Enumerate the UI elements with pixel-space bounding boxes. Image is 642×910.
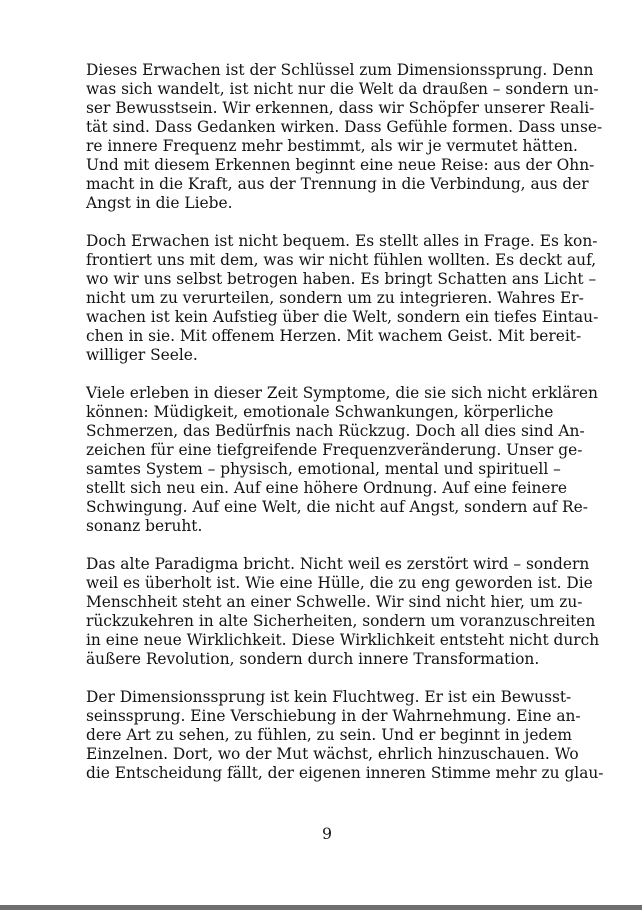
text-line: frontiert uns mit dem, was wir nicht fühlen wollten. Es deckt auf, <box>86 251 597 269</box>
paragraph <box>86 688 604 783</box>
paragraph <box>86 384 598 536</box>
text-line: macht in die Kraft, aus der Trennung in die Verbindung, aus der <box>86 175 589 193</box>
window-edge-bar <box>0 905 642 910</box>
paragraph <box>86 61 603 213</box>
text-line: chen in sie. Mit offenem Herzen. Mit wachem Geist. Mit bereit- <box>86 327 582 345</box>
text-line: re innere Frequenz mehr bestimmt, als wir je vermutet hätten. <box>86 137 578 155</box>
text-line: wo wir uns selbst betrogen haben. Es bringt Schatten ans Licht – <box>86 270 597 288</box>
page-number: 9 <box>321 824 333 843</box>
text-line: Doch Erwachen ist nicht bequem. Es stellt alles in Frage. Es kon- <box>86 232 598 250</box>
text-line: rückzukehren in alte Sicherheiten, sondern um voranzuschreiten <box>86 612 596 630</box>
text-line: Viele erleben in dieser Zeit Symptome, die sie sich nicht erklären <box>86 384 598 402</box>
text-line: samtes System – physisch, emotional, mental und spirituell – <box>86 460 561 478</box>
text-line: äußere Revolution, sondern durch innere Transformation. <box>86 650 540 668</box>
paragraph <box>86 232 599 365</box>
text-line: Das alte Paradigma bricht. Nicht weil es zerstört wird – sondern <box>86 555 590 573</box>
text-line: was sich wandelt, ist nicht nur die Welt da draußen – sondern un- <box>86 80 599 98</box>
text-line: stellt sich neu ein. Auf eine höhere Ordnung. Auf eine feinere <box>86 479 567 497</box>
text-line: in eine neue Wirklichkeit. Diese Wirklichkeit entsteht nicht durch <box>86 631 600 649</box>
text-line: Angst in die Liebe. <box>86 194 233 212</box>
text-line: weil es überholt ist. Wie eine Hülle, die zu eng geworden ist. Die <box>86 574 593 592</box>
text-line: Schmerzen, das Bedürfnis nach Rückzug. Doch all dies sind An- <box>86 422 585 440</box>
text-line: ser Bewusstsein. Wir erkennen, dass wir Schöpfer unserer Reali- <box>86 99 595 117</box>
text-line: tät sind. Dass Gedanken wirken. Dass Gefühle formen. Dass unse- <box>86 118 603 136</box>
text-line: dere Art zu sehen, zu fühlen, zu sein. Und er beginnt in jedem <box>86 726 572 744</box>
text-line: Schwingung. Auf eine Welt, die nicht auf Angst, sondern auf Re- <box>86 498 588 516</box>
text-line: seinssprung. Eine Verschiebung in der Wahrnehmung. Eine an- <box>86 707 581 725</box>
text-line: nicht um zu verurteilen, sondern um zu integrieren. Wahres Er- <box>86 289 584 307</box>
text-line: Dieses Erwachen ist der Schlüssel zum Dimensionssprung. Denn <box>86 61 594 79</box>
text-line: wachen ist kein Aufstieg über die Welt, sondern ein tiefes Eintau- <box>86 308 599 326</box>
text-line: Menschheit steht an einer Schwelle. Wir sind nicht hier, um zu- <box>86 593 583 611</box>
text-line: williger Seele. <box>86 346 198 364</box>
text-line: können: Müdigkeit, emotionale Schwankungen, körperliche <box>86 403 554 421</box>
paragraph <box>86 555 600 669</box>
text-line: die Entscheidung fällt, der eigenen inneren Stimme mehr zu glau- <box>86 764 604 782</box>
text-line: Und mit diesem Erkennen beginnt eine neue Reise: aus der Ohn- <box>86 156 595 174</box>
text-line: zeichen für eine tiefgreifende Frequenzveränderung. Unser ge- <box>86 441 583 459</box>
page-text <box>86 61 604 783</box>
text-line: sonanz beruht. <box>86 517 203 535</box>
text-line: Der Dimensionssprung ist kein Fluchtweg. Er ist ein Bewusst- <box>86 688 572 706</box>
text-line: Einzelnen. Dort, wo der Mut wächst, ehrlich hinzuschauen. Wo <box>86 745 579 763</box>
